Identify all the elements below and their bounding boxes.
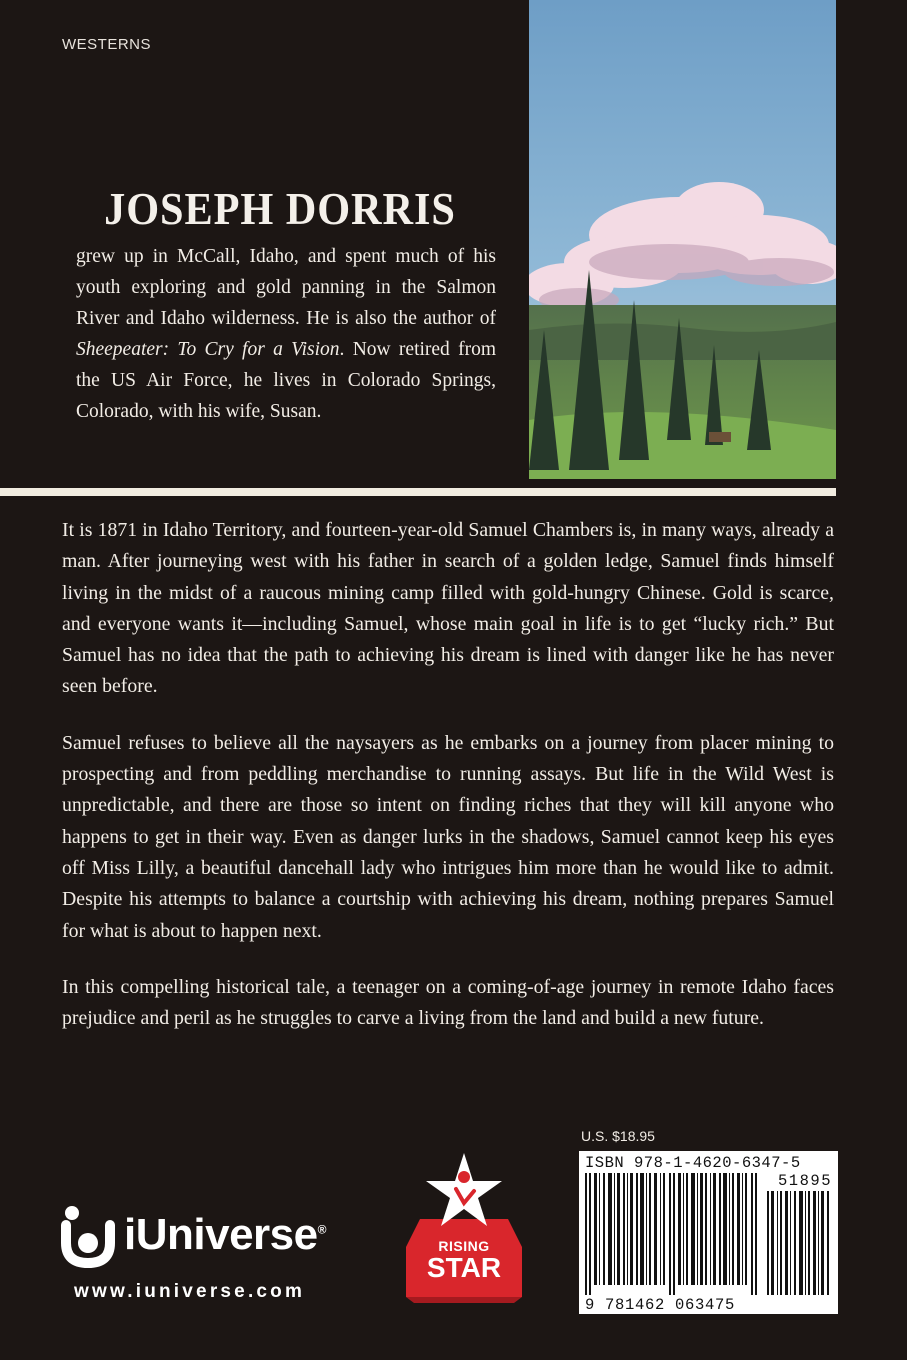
barcode — [579, 1151, 838, 1314]
bio-text-2: . Now retired from the US Air Force, he lives in Colorado Springs, Colorado, with his wife, Susan. — [76, 339, 497, 422]
isbn-text: ISBN 978-1-4620-6347-5 — [585, 1154, 801, 1172]
iuniverse-logo-icon — [58, 1203, 124, 1269]
barcode-bars-icon — [583, 1173, 763, 1295]
author-name: JOSEPH DORRIS — [104, 183, 456, 234]
ean-digits: 9 781462 063475 — [585, 1296, 736, 1314]
badge-line-1: RISING — [438, 1238, 490, 1254]
badge-line-2: STAR — [426, 1252, 502, 1283]
price-addon-bars-icon — [765, 1191, 833, 1295]
publisher-url: www.iuniverse.com — [74, 1281, 306, 1302]
price-code: 51895 — [777, 1172, 832, 1190]
publisher-name-text: iUniverse — [124, 1210, 318, 1259]
price-label: U.S. $18.95 — [581, 1128, 655, 1144]
registered-mark: ® — [317, 1222, 326, 1237]
category-label: WESTERNS — [62, 36, 152, 53]
author-bio — [76, 241, 496, 427]
publisher-name — [124, 1210, 326, 1260]
section-divider — [0, 488, 836, 496]
blurb-paragraph-2: Samuel refuses to believe all the naysayers as he embarks on a journey from placer mining to prospecting and from peddling merchandise to running assays. But life in the Wild West is unpredictable, and there are those so intent on finding riches that they will kill anyone who happens to get in their way. Even as danger lurks in the shadows, Samuel cannot keep his eyes off Miss Lilly, a beautiful dancehall lady who intrigues him more than he would like to admit. Despite his attempts to balance a courtship with achieving his dream, nothing prepares Samuel for what is about to happen next. — [62, 731, 834, 942]
bio-text-1: grew up in McCall, Idaho, and spent much of his youth exploring and gold panning in the Salmon River and Idaho wilderness. He is also the author of — [76, 246, 496, 329]
blurb-paragraph-3: In this compelling historical tale, a teenager on a coming-of-age journey in remote Idaho faces prejudice and peril as he struggles to carve a living from the land and build a new future. — [62, 975, 834, 1030]
cover-painting — [529, 0, 836, 479]
book-blurb — [62, 515, 834, 1059]
blurb-paragraph-1: It is 1871 in Idaho Territory, and fourteen-year-old Samuel Chambers is, in many ways, already a man. After journeying west with his father in search of a golden ledge, Samuel finds himself living in the midst of a raucous mining camp filled with gold-hungry Chinese. Gold is scarce, and everyone wants it—including Samuel, whose main goal in life is to get “lucky rich.” But Samuel has no idea that the path to achieving his dream is lined with danger like he has never seen before. — [62, 519, 834, 698]
bio-book-title: Sheepeater: To Cry for a Vision — [76, 339, 340, 360]
